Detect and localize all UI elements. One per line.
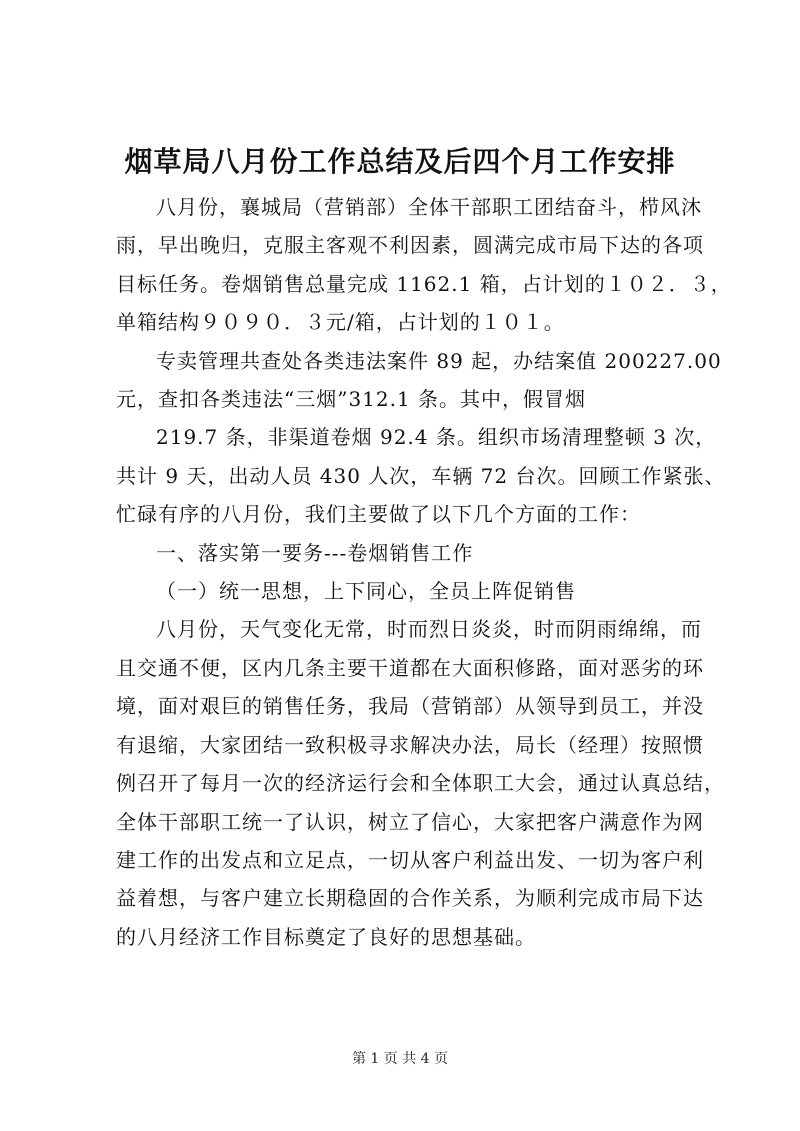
text-line: 雨，早出晚归，克服主客观不利因素，圆满完成市局下达的各项 xyxy=(116,233,704,258)
text-line: 共计 9 天，出动人员 430 人次，车辆 72 台次。回顾工作紧张、 xyxy=(116,463,726,488)
text-line: 益着想，与客户建立长期稳固的合作关系，为顺利完成市局下达 xyxy=(116,886,704,911)
text-line: 境，面对艰巨的销售任务，我局（营销部）从领导到员工，并没 xyxy=(116,694,704,719)
text-line: 建工作的出发点和立足点，一切从客户利益出发、一切为客户利 xyxy=(116,847,704,872)
text-line: 例召开了每月一次的经济运行会和全体职工大会，通过认真总结， xyxy=(116,771,725,796)
paragraph-enforcement xyxy=(116,342,722,419)
document-title: 烟草局八月份工作总结及后四个月工作安排 xyxy=(124,145,676,178)
text-line: 单箱结构９０９０．３元/箱，占计划的１０１。 xyxy=(116,310,565,335)
subsection-heading-1 xyxy=(116,572,696,610)
paragraph-august-situation xyxy=(116,610,725,956)
text-line: 一、落实第一要务---卷烟销售工作 xyxy=(156,540,474,565)
text-line: 专卖管理共查处各类违法案件 89 起，办结案值 200227.00 xyxy=(156,348,722,373)
text-line: 全体干部职工统一了认识，树立了信心，大家把客户满意作为网 xyxy=(116,809,704,834)
text-line: （一）统一思想，上下同心，全员上阵促销售 xyxy=(156,579,576,604)
text-line: 的八月经济工作目标奠定了良好的思想基础。 xyxy=(116,924,536,949)
section-heading-1 xyxy=(116,534,696,572)
paragraph-enforcement-cont xyxy=(116,418,726,533)
text-line: 有退缩，大家团结一致积极寻求解决办法，局长（经理）按照惯 xyxy=(116,732,704,757)
page-number-footer: 第 1 页 共 4 页 xyxy=(351,1051,449,1067)
text-line: 八月份，天气变化无常，时而烈日炎炎，时而阴雨绵绵，而 xyxy=(156,617,702,642)
text-line: 且交通不便，区内几条主要干道都在大面积修路，面对恶劣的环 xyxy=(116,655,704,680)
text-line: 八月份，襄城局（营销部）全体干部职工团结奋斗，栉风沐 xyxy=(156,195,702,219)
text-line: 忙碌有序的八月份，我们主要做了以下几个方面的工作： xyxy=(116,502,641,527)
text-line: 目标任务。卷烟销售总量完成 1162.1 箱，占计划的１０２．３， xyxy=(116,271,732,296)
text-line: 219.7 条，非渠道卷烟 92.4 条。组织市场清理整顿 3 次， xyxy=(156,425,717,450)
document-body xyxy=(116,188,732,956)
text-line: 元，查扣各类违法“三烟”312.1 条。其中，假冒烟 xyxy=(116,387,587,412)
paragraph-sales-summary xyxy=(116,188,732,342)
